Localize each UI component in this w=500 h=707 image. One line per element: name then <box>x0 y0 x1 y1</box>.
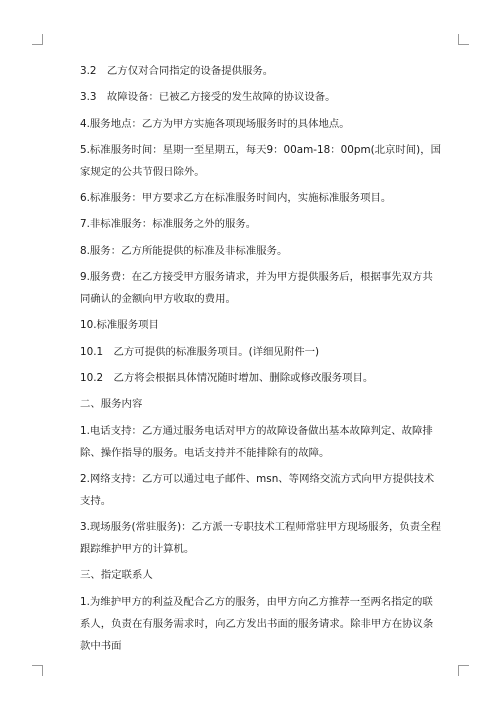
clause-5: 5.标准服务时间：星期一至星期五，每天9：00am-18：00pm(北京时间)，国家规定的公共节假日除外。 <box>80 143 442 178</box>
crop-mark-top-left <box>32 34 43 45</box>
clause-10-2: 10.2 乙方将会根据具体情况随时增加、删除或修改服务项目。 <box>80 371 374 384</box>
section-2-heading: 二、服务内容 <box>80 398 143 411</box>
service-phone-support: 1.电话支持：乙方通过服务电话对甲方的故障设备做出基本故障判定、故障排除、操作指导的服务。电话支持并不能排除有的故障。 <box>80 424 433 459</box>
clause-10-1: 10.1 乙方可提供的标准服务项目。(详细见附件一) <box>80 345 320 358</box>
crop-mark-top-right <box>458 34 469 45</box>
clause-7: 7.非标准服务：标准服务之外的服务。 <box>80 218 257 231</box>
clause-10-heading: 10.标准服务项目 <box>80 319 159 332</box>
clause-9: 9.服务费：在乙方接受甲方服务请求，并为甲方提供服务后，根据事先双方共同确认的金额向甲方收取的费用。 <box>80 271 433 306</box>
clause-3-2: 3.2 乙方仅对合同指定的设备提供服务。 <box>80 65 274 77</box>
contact-clause-1: 1.为维护甲方的利益及配合乙方的服务，由甲方向乙方推荐一至两名指定的联系人，负责在有服务需求时，向乙方发出书面的服务请求。除非甲方在协议条款中书面 <box>80 595 434 652</box>
service-network-support: 2.网络支持：乙方可以通过电子邮件、msn、等网络交流方式向甲方提供技术支持。 <box>80 472 435 507</box>
clause-6: 6.标准服务：甲方要求乙方在标准服务时间内，实施标准服务项目。 <box>80 192 392 205</box>
section-3-heading: 三、指定联系人 <box>80 569 153 582</box>
crop-mark-bottom-left <box>32 665 43 676</box>
clause-8: 8.服务：乙方所能提供的标准及非标准服务。 <box>80 244 288 257</box>
document-body <box>80 60 443 661</box>
clause-3-3: 3.3 故障设备：已被乙方接受的发生故障的协议设备。 <box>80 91 336 104</box>
crop-mark-bottom-right <box>458 665 469 676</box>
service-onsite: 3.现场服务(常驻服务)：乙方派一专职技术工程师常驻甲方现场服务，负责全程跟踪维护甲方的计算机。 <box>80 521 441 556</box>
clause-4: 4.服务地点：乙方为甲方实施各项现场服务时的具体地点。 <box>80 117 350 130</box>
